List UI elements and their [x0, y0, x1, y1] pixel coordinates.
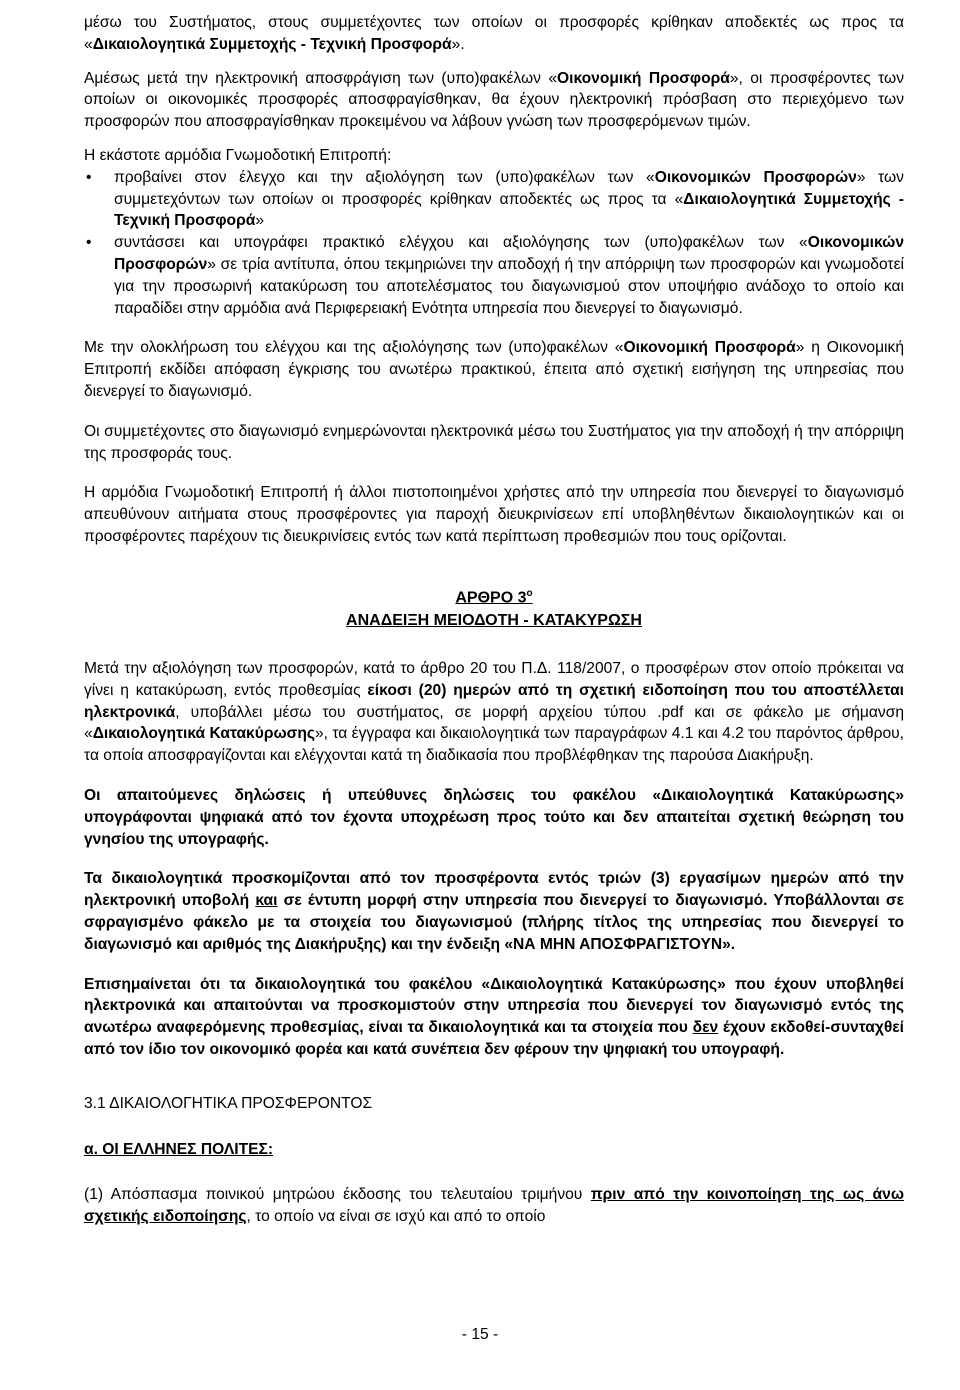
article-number: ΑΡΘΡΟ $3^o$: [455, 587, 533, 607]
paragraph-7: Μετά την αξιολόγηση των προσφορών, κατά το άρθρο 20 του Π.Δ. 118/2007, ο προσφέρων στον οποίο πρόκειται να γίνει η κατακύρωση, εντός προθεσμίας είκοσι (20) ημερών από τη σχετική ειδοποίηση που του αποστέλλεται ηλεκτρονικά, υποβάλλει μέσω του συστήματος, σε μορφή αρχείου τύπου .pdf και σε φάκελο με σήμανση «Δικαιολογητικά Κατακύρωσης», τα έγγραφα και δικαιολογητικά των παραγράφων 4.1 και 4.2 του παρόντος άρθρου, τα οποία αποσφραγίζονται και ελέγχονται κατά τη διαδικασία που προβλέφθηκαν της παρούσα Διακήρυξη.: [84, 660, 905, 765]
paragraph-4: Με την ολοκλήρωση του ελέγχου και της αξιολόγησης των (υπο)φακέλων «Οικονομική Προσφορά» η Οικονομική Επιτροπή εκδίδει απόφαση έγκρισης του ανωτέρω πρακτικού, έπειτα από σχετική εισήγηση της υπηρεσίας που διενεργεί το διαγωνισμό.: [84, 339, 904, 400]
list-item: • προβαίνει στον έλεγχο και την αξιολόγηση των (υπο)φακέλων των «Οικονομικών Προσφορών» των συμμετεχόντων των οποίων οι προσφορές κρίθηκαν αποδεκτές ως προς τα «Δικαιολογητικά Συμμετοχής - Τεχνική Προσφορά»: [86, 168, 904, 230]
list-item: • συντάσσει και υπογράφει πρακτικό ελέγχου και αξιολόγησης των (υπο)φακέλων των «Οικονομικών Προσφορών» σε τρία αντίτυπα, όπου τεκμηριώνει την αποδοχή ή την απόρριψη των προσφορών και γνωμοδοτεί για την προσωρινή κατακύρωση του αποτελέσματος του διαγωνισμού στον υποψήφιο ανάδοχο το οποίο και παραδίδει στην αρμόδια ανά Περιφερειακή Ενότητα υπηρεσία που διενεργεί το διαγωνισμό.: [86, 234, 904, 317]
paragraph-10: Επισημαίνεται ότι τα δικαιολογητικά του φακέλου «Δικαιολογητικά Κατακύρωσης» που έχουν υποβληθεί ηλεκτρονικά και απαιτούνται να προσκομιστούν στην υπηρεσία που διενεργεί τον διαγωνισμό εντός της ανωτέρω αναφερόμενης προθεσμίας, είναι τα δικαιολογητικά και τα στοιχεία που δεν έχουν εκδοθεί-συνταχθεί από τον ίδιο τον οικονομικό φορέα και κατά συνέπεια δεν φέρουν την ψηφιακή του υπογραφή.: [84, 975, 904, 1059]
article-heading: [84, 582, 904, 632]
paragraph-9: Τα δικαιολογητικά προσκομίζονται από τον προσφέροντα εντός τριών (3) εργασίμων ημερών από την ηλεκτρονική υποβολή και σε έντυπη μορφή στην υπηρεσία που διενεργεί το διαγωνισμό. Υποβάλλονται σε σφραγισμένο φάκελο με τα στοιχεία του διαγωνισμού (πλήρης τίτλος της υπηρεσίας που διενεργεί το διαγωνισμό και αριθμός της Διακήρυξης) και την ένδειξη «ΝΑ ΜΗΝ ΑΠΟΣΦΡΑΓΙΣΤΟΥΝ».: [84, 870, 904, 953]
committee-intro: Η εκάστοτε αρμόδια Γνωμοδοτική Επιτροπή:: [84, 146, 392, 164]
paragraph-5: Οι συμμετέχοντες στο διαγωνισμό ενημερώνονται ηλεκτρονικά μέσω του Συστήματος για την αποδοχή ή την απόρριψη της προσφοράς τους.: [84, 422, 904, 462]
paragraph-11: (1) Απόσπασμα ποινικού μητρώου έκδοσης του τελευταίου τριμήνου πριν από την κοινοποίηση της ως άνω σχετικής ειδοποίησης, το οποίο να είναι σε ισχύ και από το οποίο: [84, 1186, 904, 1226]
paragraph-2: Αμέσως μετά την ηλεκτρονική αποσφράγιση των (υπο)φακέλων «Οικονομική Προσφορά», οι προσφέροντες των οποίων οι οικονομικές προσφορές αποσφραγίσθηκαν, θα έχουν ηλεκτρονική πρόσβαση στο περιεχόμενο των προσφορών που αποσφραγίσθηκαν προκειμένου να λάβουν γνώση των προσφερόμενων τιμών.: [84, 69, 905, 131]
paragraph-1: μέσω του Συστήματος, στους συμμετέχοντες των οποίων οι προσφορές κρίθηκαν αποδεκτές ως προς τα «Δικαιολογητικά Συμμετοχής - Τεχνική Προσφορά».: [84, 14, 904, 53]
document-page: [84, 12, 904, 1228]
paragraph-8: Οι απαιτούμενες δηλώσεις ή υπεύθυνες δηλώσεις του φακέλου «Δικαιολογητικά Κατακύρωσης» υπογράφονται ψηφιακά από τον έχοντα υποχρέωση προς τούτο και δεν απαιτείται σχετική θεώρηση του γνησίου της υπογραφής.: [84, 787, 904, 848]
section-a-heading: α. ΟΙ ΕΛΛΗΝΕΣ ΠΟΛΙΤΕΣ:: [84, 1140, 274, 1158]
bullet-icon: •: [86, 234, 92, 252]
page-number: - 15 -: [461, 1326, 499, 1343]
article-title: ΑΝΑΔΕΙΞΗ ΜΕΙΟΔΟΤΗ - ΚΑΤΑΚΥΡΩΣΗ: [346, 612, 642, 630]
paragraph-6: Η αρμόδια Γνωμοδοτική Επιτροπή ή άλλοι πιστοποιημένοι χρήστες από την υπηρεσία που διενεργεί το διαγωνισμό απευθύνουν αιτήματα στους προσφέροντες για παροχή διευκρινίσεων επί υποβληθέντων δικαιολογητικών και οι προσφέροντες παρέχουν τις διευκρινίσεις εντός των κατά περίπτωση προθεσμιών που τους ορίζονται.: [84, 484, 904, 545]
bullet-icon: •: [86, 168, 92, 186]
committee-duties-list: [84, 167, 904, 320]
section-3-1-heading: 3.1 ΔΙΚΑΙΟΛΟΓΗΤΙΚΑ ΠΡΟΣΦΕΡΟΝΤΟΣ: [84, 1094, 373, 1112]
